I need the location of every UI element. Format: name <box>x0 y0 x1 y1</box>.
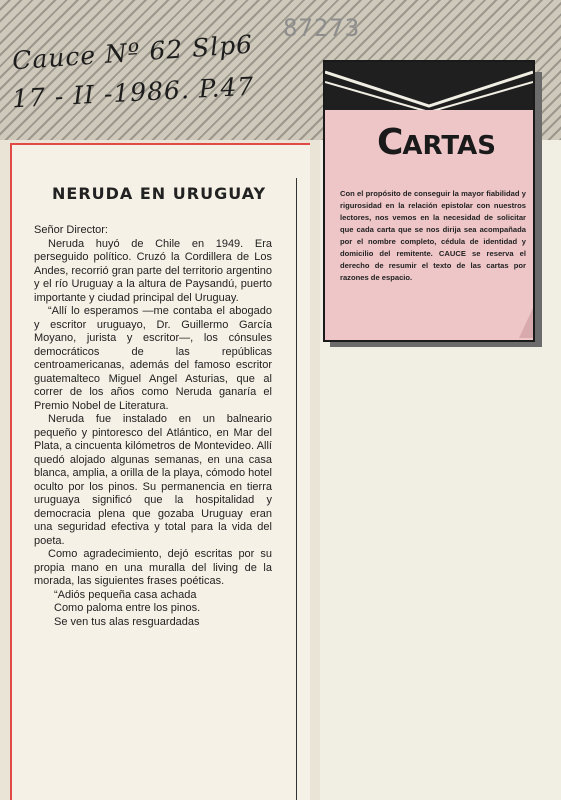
article-paragraph: Neruda huyó de Chile en 1949. Era perseguido político. Cruzó la Cordillera de Los Andes, recorrió gran parte del territorio argentino y el río Uruguay a la altura de Paysandú, puerto importante y ciudad principal del Uruguay. <box>34 237 272 304</box>
cartas-title-initial: C <box>377 122 403 163</box>
cartas-title <box>377 122 496 163</box>
article-body <box>34 224 272 629</box>
article-paragraph: Como agradecimiento, dejó escritas por su propia mano en una muralla del living de la morada, las siguientes frases poéticas. <box>34 548 272 587</box>
poem-verse: “Adiós pequeña casa achada <box>54 588 197 601</box>
poem-verse: Se ven tus alas resguardadas <box>54 615 200 628</box>
article-paragraph: “Allí lo esperamos —me contaba el abogado y escritor uruguayo, Dr. Guillermo García Moyano, jurista y escritor—, los cónsules democráticos de las repúblicas centroamericanas, además del famoso escritor guatemalteco Miguel Angel Asturias, que al correr de los años como Neruda ganaría el Premio Nobel de Literatura. <box>34 305 272 412</box>
cartas-box-shadow <box>534 72 542 346</box>
cartas-title-rest: ARTAS <box>402 131 496 161</box>
article-paragraph: Neruda fue instalado en un balneario pequeño y pintoresco del Atlántico, en Mar del Plata, a cincuenta kilómetros de Montevideo. Allí quedó alojado algunas semanas, en una casa blanca, amplia, a orilla de la playa, cómodo hotel oculto por los pinos. Su permanencia en tierra uruguaya significó que la hospitalidad y democracia plena que gozaba Uruguay eran una seguridad efectiva y total para la vida del poeta. <box>34 413 272 547</box>
handwritten-source-note: Cauce Nº 62 Slp6 <box>11 29 254 76</box>
poem-verse: Como paloma entre los pinos. <box>54 602 201 614</box>
envelope-flap-graphic <box>325 62 533 110</box>
article-headline: NERUDA EN URUGUAY <box>52 184 267 203</box>
page-fold-corner <box>519 308 533 338</box>
column-rule <box>296 178 297 800</box>
article-greeting: Señor Director: <box>34 224 108 236</box>
archive-stamp-number: 87273 <box>283 14 361 42</box>
handwritten-date-note: 17 - II -1986. P.47 <box>11 71 255 114</box>
cartas-notice-text: Con el propósito de conseguir la mayor fiabilidad y rigurosidad en la relación epistolar con nuestros lectores, nos vemos en la necesidad de solicitar que cada carta que se nos dirija sea acompañada por el nombre completo, cédula de identidad y domicilio del remitente. CAUCE se reserva el derecho de resumir el texto de las cartas por razones de espacio. <box>340 189 526 282</box>
